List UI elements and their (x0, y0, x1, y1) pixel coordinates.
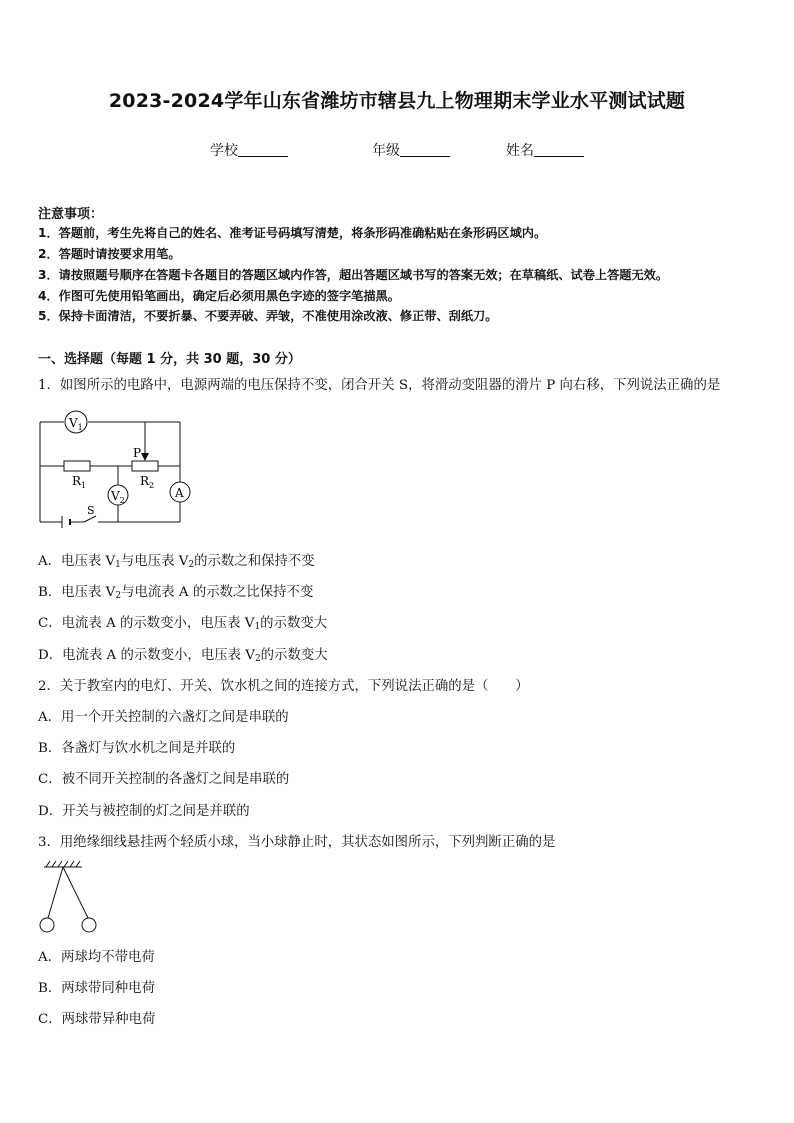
circuit-diagram (36, 408, 196, 528)
right-ball-icon (82, 918, 96, 932)
notice-item: 4．作图可先使用铅笔画出，确定后必须用黑色字迹的签字笔描黑。 (38, 289, 400, 303)
notice-item: 3．请按照题号顺序在答题卡各题目的答题区域内作答，超出答题区域书写的答案无效；在草稿纸、试卷上答题无效。 (38, 268, 669, 282)
school-field (210, 140, 288, 160)
question-2-option-d: D．开关与被控制的灯之间是并联的 (38, 804, 250, 819)
question-2-option-b: B．各盏灯与饮水机之间是并联的 (38, 741, 236, 756)
question-3-option-b: B．两球带同种电荷 (38, 981, 155, 996)
question-2-option-a: A．用一个开关控制的六盏灯之间是串联的 (38, 710, 289, 725)
question-1-option-b: B．电压表 $V_2$与电流表 A 的示数之比保持不变 (38, 585, 314, 601)
name-blank (534, 142, 584, 157)
v1-label: $V_1$ (69, 416, 83, 432)
ammeter-label: A (175, 486, 184, 500)
section-heading: 一、选择题（每题 1 分，共 30 题，30 分） (38, 352, 301, 367)
switch-s-label: S (87, 504, 95, 517)
grade-field (372, 140, 450, 160)
slider-p-label: P (133, 446, 142, 460)
r2-label: $R_2$ (140, 474, 155, 490)
name-label: 姓名 (506, 143, 534, 159)
notice-item: 5．保持卡面清洁，不要折暴、不要弄破、弄皱，不准使用涂改液、修正带、刮纸刀。 (38, 309, 498, 323)
left-ball-icon (40, 918, 54, 932)
school-label: 学校 (210, 143, 238, 159)
v2-label: $V_2$ (111, 489, 125, 505)
question-3-option-c: C．两球带异种电荷 (38, 1012, 156, 1027)
question-1-option-c: C．电流表 A 的示数变小，电压表 $V_1$的示数变大 (38, 616, 328, 632)
notice-heading: 注意事项： (38, 207, 104, 222)
question-3-option-a: A．两球均不带电荷 (38, 950, 155, 965)
question-2-stem: 2．关于教室内的电灯、开关、饮水机之间的连接方式，下列说法正确的是（ ） (38, 679, 529, 694)
question-1-stem: 1．如图所示的电路中，电源两端的电压保持不变，闭合开关 S，将滑动变阻器的滑片 P 向右移，下列说法正确的是 (38, 378, 721, 393)
question-1-option-d: D．电流表 A 的示数变小，电压表 $V_2$的示数变大 (38, 648, 328, 664)
slider-arrow-icon (141, 453, 149, 461)
notice-item: 2．答题时请按要求用笔。 (38, 247, 181, 261)
question-2-option-c: C．被不同开关控制的各盏灯之间是串联的 (38, 772, 290, 787)
hanging-balls-diagram (36, 858, 106, 938)
r1-label: $R_1$ (72, 474, 87, 490)
school-blank (238, 142, 288, 157)
notice-item: 1．答题前，考生先将自己的姓名、准考证号码填写清楚，将条形码准确粘贴在条形码区域内。 (38, 226, 547, 240)
name-field (506, 140, 584, 160)
question-3-stem: 3．用绝缘细线悬挂两个轻质小球，当小球静止时，其状态如图所示，下列判断正确的是 (38, 835, 556, 850)
page-title: 2023-2024学年山东省潍坊市辖县九上物理期末学业水平测试试题 (108, 90, 686, 112)
grade-blank (400, 142, 450, 157)
question-1-option-a: A．电压表 $V_1$与电压表 $V_2$的示数之和保持不变 (38, 554, 315, 570)
grade-label: 年级 (372, 143, 400, 159)
